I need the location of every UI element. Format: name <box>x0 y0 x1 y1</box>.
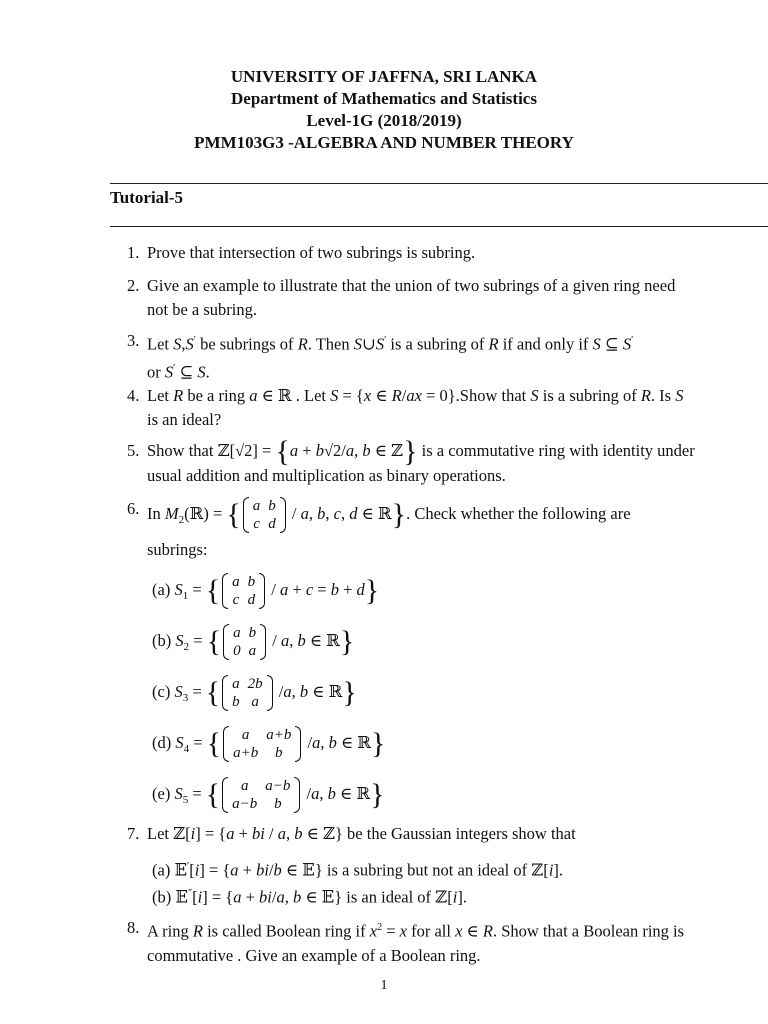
matrix: a b c d <box>243 497 286 533</box>
course-title: PMM103G3 -ALGEBRA AND NUMBER THEORY <box>194 133 574 152</box>
q6-part-e: (e) $S_5$ = { a a−b a−b b /a, b ∈ ℝ} <box>152 778 385 812</box>
question-3 <box>127 329 697 384</box>
question-6 <box>127 497 707 533</box>
department-name: Department of Mathematics and Statistics <box>231 89 537 108</box>
q6-part-a: (a) $S_1$ = { a b c d / a + c = b + d} <box>152 574 380 608</box>
q6-part-d: (d) $S_4$ = { a a+b a+b b /a, b ∈ ℝ} <box>152 727 386 761</box>
question-number: 8. <box>127 918 140 937</box>
page-number: 1 <box>380 978 388 993</box>
question-text: Prove that intersection of two subrings is subring. <box>147 243 476 262</box>
top-rule <box>110 183 768 184</box>
question-number: 2. <box>127 276 140 295</box>
level-label: Level-1G (2018/2019) <box>306 111 462 130</box>
question-number: 5. <box>127 441 140 460</box>
question-4 <box>127 384 697 432</box>
question-2 <box>127 274 697 322</box>
question-8 <box>127 916 697 968</box>
question-number: 6. <box>127 499 140 518</box>
question-number: 1. <box>127 243 140 262</box>
document-header <box>0 66 768 154</box>
question-6-continued: subrings: <box>147 540 208 559</box>
bottom-rule <box>110 226 768 227</box>
q7-part-a: (a) 𝔼′[i] = {a + bi/b ∈ 𝔼} is a subring but not an ideal of ℤ[i]. <box>152 860 564 880</box>
q7-part-b: (b) 𝔼″[i] = {a + bi/a, b ∈ 𝔼} is an ideal of ℤ[i]. <box>152 887 467 907</box>
q6-part-c: (c) $S_3$ = { a 2b b a /a, b ∈ ℝ} <box>152 676 357 710</box>
question-number: 3. <box>127 331 140 350</box>
university-name: UNIVERSITY OF JAFFNA, SRI LANKA <box>230 67 538 86</box>
question-text: Give an example to illustrate that the union of two subrings of a given ring need not be a subring. <box>147 276 676 319</box>
question-number: 7. <box>127 824 140 843</box>
question-text: Let ℤ[i] = {a + bi / a, b ∈ ℤ} be the Gaussian integers show that <box>147 824 576 843</box>
q6-part-b: (b) $S_2$ = { a b 0 a / a, b ∈ ℝ} <box>152 625 355 659</box>
question-number: 4. <box>127 386 140 405</box>
question-5 <box>127 435 697 488</box>
question-text: Let S,S′ be subrings of R. Then S∪S′ is a subring of R if and only if S ⊆ S′ or S′ ⊆ S. <box>147 334 634 381</box>
question-text: In $M_2(ℝ)$ = { a b c d / a, b, c, d ∈ ℝ}. Check whether the following are <box>147 498 631 532</box>
question-1 <box>127 241 697 265</box>
question-text: Let R be a ring a ∈ ℝ . Let S = {x ∈ R/ax = 0}.Show that S is a subring of R. Is S is an ideal? <box>147 386 684 429</box>
tutorial-title: Tutorial-5 <box>110 188 184 207</box>
question-7 <box>127 822 697 846</box>
question-text: A ring R is called Boolean ring if $x^2 = x$ for all x ∈ R. Show that a Boolean ring is commutative . Give an example of a Boolean ring. <box>147 921 685 965</box>
question-text: Show that ℤ[√2] = {a + b√2/a, b ∈ ℤ} is a commutative ring with identity under usual addition and multiplication as binary operations. <box>147 435 695 486</box>
